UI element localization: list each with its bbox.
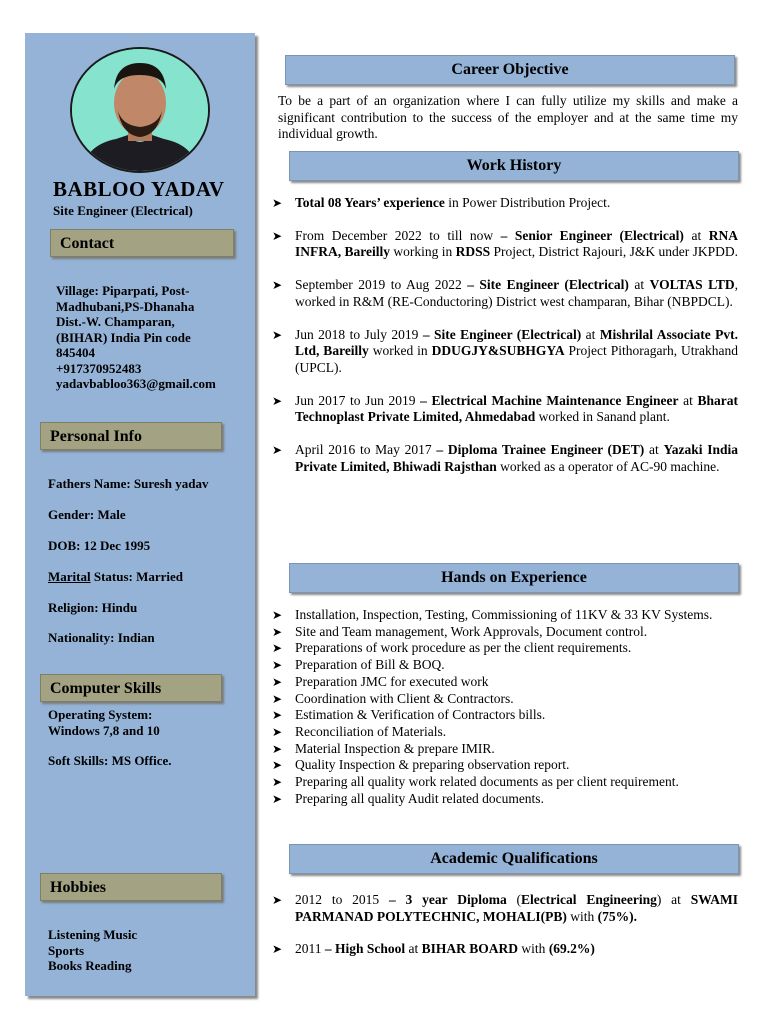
gender: Gender: Male xyxy=(48,507,126,522)
nationality: Nationality: Indian xyxy=(48,630,155,645)
arrow-bullet-icon: ➤ xyxy=(272,791,283,806)
date-of-birth: DOB: 12 Dec 1995 xyxy=(48,538,151,553)
career-objective-text: To be a part of an organization where I can fully utilize my skills and make a significant contribution to the success of the employer and at the same time my individual growth. xyxy=(278,93,738,141)
profile-photo xyxy=(70,47,210,173)
list-item: ➤ 2011 – High School at BIHAR BOARD with (69.2%) xyxy=(272,941,595,957)
arrow-bullet-icon: ➤ xyxy=(272,674,283,689)
list-item: ➤ Installation, Inspection, Testing, Commissioning of 11KV & 33 KV Systems. xyxy=(272,607,713,622)
arrow-bullet-icon: ➤ xyxy=(272,608,283,622)
list-item: ➤ 2012 to 2015 – 3 year Diploma (Electrical Engineering) at SWAMI PARMANAD POLYTECHNIC, MOHALI(PB) with (75%). xyxy=(272,892,738,924)
candidate-name: BABLOO YADAV xyxy=(53,177,225,201)
marital-label: Marital xyxy=(48,569,91,584)
candidate-title: Site Engineer (Electrical) xyxy=(53,203,193,218)
contact-address: Village: Piparpati, Post- Madhubani,PS-Dhanaha Dist.-W. Champaran, (BIHAR) India Pin code 845404 xyxy=(56,283,195,360)
list-item: ➤ From December 2022 to till now – Senior Engineer (Electrical) at RNA INFRA, Bareilly working in RDSS Project, District Rajouri, J&K under JKPDD. xyxy=(272,227,738,260)
operating-system: Operating System: Windows 7,8 and 10 xyxy=(48,707,160,738)
list-item: ➤ Jun 2018 to July 2019 – Site Engineer (Electrical) at Mishrilal Associate Pvt. Ltd, Bareilly worked in DDUGJY&SUBHGYA Project Pithoragarh, Utrakhand (UPCL). xyxy=(272,326,738,375)
academic-qualifications-heading: Academic Qualifications xyxy=(289,844,739,874)
fathers-name: Fathers Name: Suresh yadav xyxy=(48,476,209,491)
arrow-bullet-icon: ➤ xyxy=(272,278,283,293)
list-item: ➤ April 2016 to May 2017 – Diploma Trainee Engineer (DET) at Yazaki India Private Limited, Bhiwadi Rajsthan worked as a operator of AC-90 machine. xyxy=(272,442,739,474)
list-item: ➤ September 2019 to Aug 2022 – Site Engineer (Electrical) at VOLTAS LTD, worked in R&M (RE-Conductoring) District west champaran, Bihar (NBPDCL). xyxy=(272,277,738,309)
arrow-bullet-icon: ➤ xyxy=(272,196,283,210)
arrow-bullet-icon: ➤ xyxy=(272,758,283,773)
arrow-bullet-icon: ➤ xyxy=(272,641,283,656)
arrow-bullet-icon: ➤ xyxy=(272,624,283,639)
arrow-bullet-icon: ➤ xyxy=(272,708,283,723)
religion: Religion: Hindu xyxy=(48,600,138,615)
career-objective-heading: Career Objective xyxy=(285,55,735,85)
contact-phone: +917370952483 xyxy=(56,361,142,376)
hobby-item: Listening Music xyxy=(48,927,138,942)
work-history-heading: Work History xyxy=(289,151,739,181)
sidebar xyxy=(25,33,255,996)
arrow-bullet-icon: ➤ xyxy=(272,658,283,673)
arrow-bullet-icon: ➤ xyxy=(272,741,283,756)
list-item: ➤ Material Inspection & prepare IMIR. xyxy=(272,740,495,756)
arrow-bullet-icon: ➤ xyxy=(272,443,283,458)
arrow-bullet-icon: ➤ xyxy=(272,228,283,243)
list-item: ➤ Jun 2017 to Jun 2019 – Electrical Machine Maintenance Engineer at Bharat Technoplast Private Limited, Ahmedabad worked in Sanand plant. xyxy=(272,392,738,425)
arrow-bullet-icon: ➤ xyxy=(272,942,283,957)
hobby-item: Sports xyxy=(48,943,85,958)
arrow-bullet-icon: ➤ xyxy=(272,893,283,907)
arrow-bullet-icon: ➤ xyxy=(272,775,283,790)
work-history-list xyxy=(270,195,738,491)
list-item: ➤ Preparations of work procedure as per the client requirements. xyxy=(272,640,632,656)
list-item: ➤ Coordination with Client & Contractors. xyxy=(272,690,514,706)
list-item: ➤ Preparing all quality Audit related documents. xyxy=(272,790,544,806)
contact-email: yadavbabloo363@gmail.com xyxy=(56,376,216,391)
list-item: ➤ Preparation JMC for executed work xyxy=(272,673,489,689)
arrow-bullet-icon: ➤ xyxy=(272,724,283,739)
list-item: ➤ Reconciliation of Materials. xyxy=(272,723,447,739)
computer-skills-heading: Computer Skills xyxy=(40,674,222,702)
hands-on-experience-heading: Hands on Experience xyxy=(289,563,739,593)
soft-skills: Soft Skills: MS Office. xyxy=(48,753,172,768)
hobbies-heading: Hobbies xyxy=(40,873,222,901)
list-item: ➤ Quality Inspection & preparing observation report. xyxy=(272,757,570,773)
list-item: ➤ Preparing all quality work related documents as per client requirement. xyxy=(272,774,679,790)
marital-value: Status: Married xyxy=(90,569,184,584)
list-item: ➤ Preparation of Bill & BOQ. xyxy=(272,657,445,673)
list-item: ➤ Total 08 Years’ experience in Power Distribution Project. xyxy=(272,195,611,210)
hands-on-list xyxy=(270,607,738,807)
arrow-bullet-icon: ➤ xyxy=(272,327,283,342)
list-item: ➤ Site and Team management, Work Approvals, Document control. xyxy=(272,623,648,639)
personal-info-heading: Personal Info xyxy=(40,422,222,450)
hobby-item: Books Reading xyxy=(48,958,132,973)
list-item: ➤ Estimation & Verification of Contractors bills. xyxy=(272,707,546,723)
arrow-bullet-icon: ➤ xyxy=(272,691,283,706)
arrow-bullet-icon: ➤ xyxy=(272,393,283,408)
contact-heading: Contact xyxy=(50,229,234,257)
marital-status xyxy=(48,569,183,585)
academic-list xyxy=(270,892,738,974)
